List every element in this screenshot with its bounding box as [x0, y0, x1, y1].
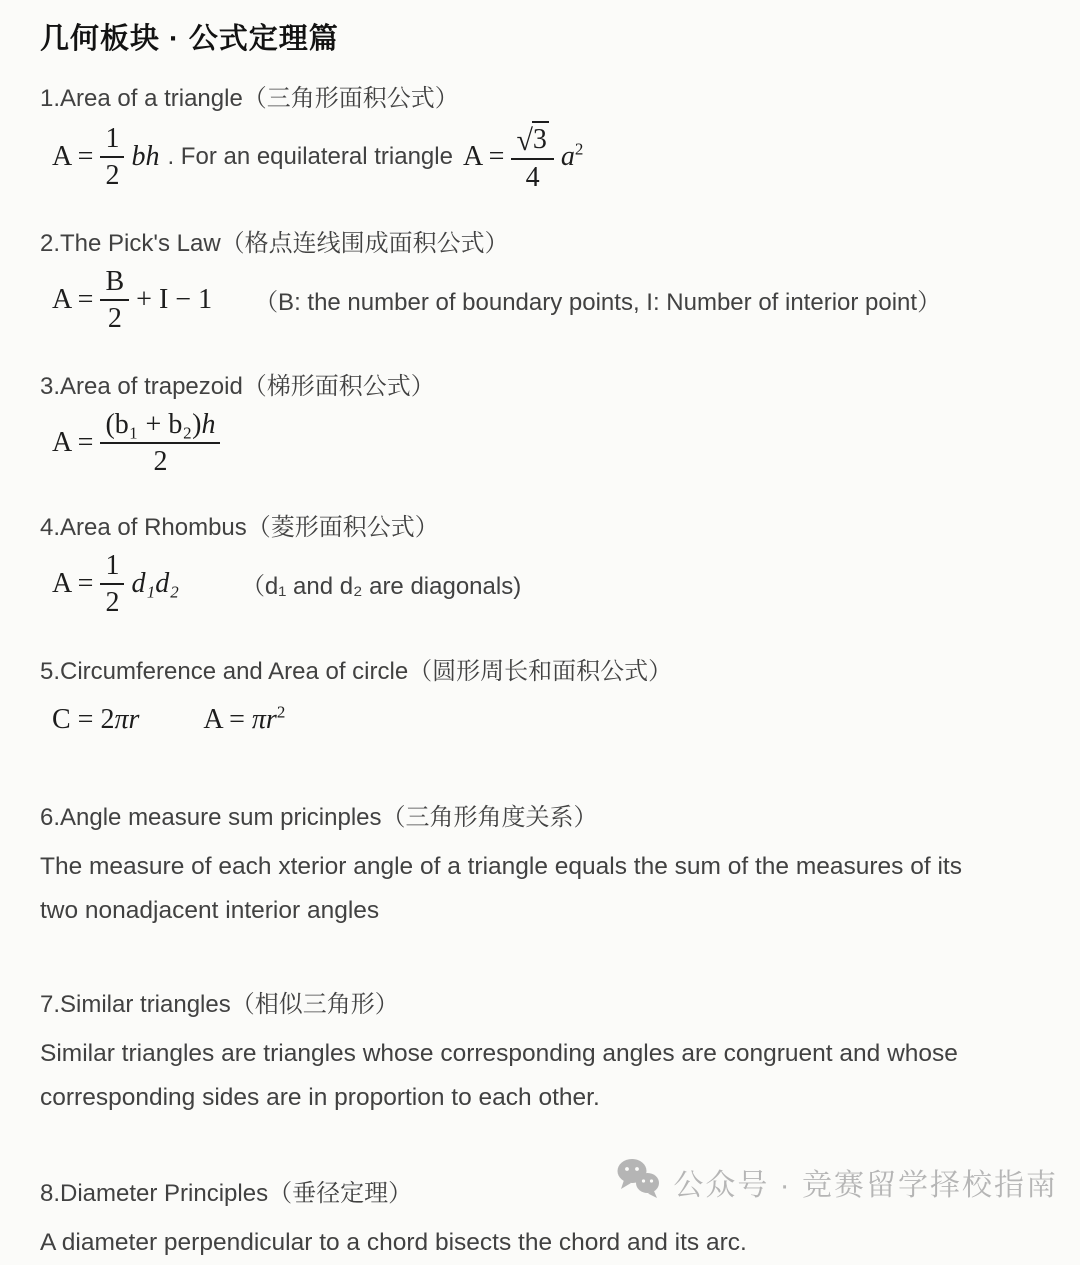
math-exponent: 2	[574, 139, 584, 159]
math-lhs: A =	[52, 140, 94, 172]
math-variable: a	[560, 140, 575, 172]
section-trapezoid-area	[40, 371, 1040, 478]
section-heading: 7.Similar triangles（相似三角形）	[40, 990, 399, 1018]
section-circle	[40, 656, 1040, 745]
fraction-denominator: 2	[105, 587, 120, 619]
fraction-numerator	[511, 120, 553, 160]
section-heading: 6.Angle measure sum pricinples（三角形角度关系）	[40, 803, 598, 831]
section-body-text: A diameter perpendicular to a chord bisects the chord and its arc.	[40, 1229, 747, 1257]
radical-sign: √	[516, 124, 533, 158]
math-variable: πr	[114, 703, 140, 735]
section-rhombus-area	[40, 512, 1040, 619]
math-lhs: A =	[462, 140, 505, 172]
fraction	[100, 408, 220, 478]
math-lhs: A =	[52, 426, 94, 458]
fraction-numerator: 1	[100, 122, 124, 158]
section-heading: 8.Diameter Principles（垂径定理）	[40, 1180, 413, 1208]
circumference-formula	[52, 704, 139, 736]
math-lhs: A =	[52, 283, 94, 315]
fraction-numerator: 1	[100, 549, 124, 585]
formula-rhombus-area	[52, 549, 1040, 619]
formula-note: （B: the number of boundary points, I: Number of interior point）	[254, 289, 942, 317]
formula-picks-law	[52, 265, 1040, 335]
fraction-numerator: B	[100, 265, 129, 301]
fraction-numerator	[100, 408, 220, 444]
fraction-denominator: 2	[153, 446, 168, 478]
section-heading: 1.Area of a triangle（三角形面积公式）	[40, 85, 459, 112]
section-angle-measure	[40, 802, 1040, 933]
fraction	[100, 549, 124, 619]
formula-trapezoid-area	[52, 408, 1040, 478]
section-picks-law	[40, 228, 1040, 335]
math-lhs: A =	[52, 567, 94, 599]
math-variable: d₁d₂	[131, 567, 179, 599]
math-variable: πr	[251, 703, 277, 735]
fraction	[511, 120, 553, 194]
fraction-denominator: 2	[105, 160, 120, 192]
fraction	[100, 122, 124, 192]
formula-circle	[52, 694, 1040, 746]
math-lhs: C = 2	[52, 703, 115, 735]
formula-connecting-text: . For an equilateral triangle	[167, 142, 453, 170]
section-heading: 2.The Pick's Law（格点连线围成面积公式）	[40, 229, 509, 257]
section-heading: 3.Area of trapezoid（梯形面积公式）	[40, 372, 435, 400]
section-triangle-area	[40, 83, 1040, 194]
section-body-text: The measure of each xterior angle of a triangle equals the sum of the measures of its two nonadjacent interior angles	[40, 852, 962, 924]
numerator-terms: (b₁ + b₂)	[105, 408, 202, 440]
formula-triangle-area	[52, 120, 1040, 194]
formula-note: （d₁ and d₂ are diagonals)	[240, 573, 522, 601]
math-variable-with-exponent	[561, 141, 584, 173]
watermark-footer	[615, 1158, 1058, 1206]
math-lhs: A =	[203, 703, 252, 735]
fraction-denominator: 4	[525, 162, 540, 194]
section-heading: 4.Area of Rhombus（菱形面积公式）	[40, 513, 439, 541]
fraction	[100, 265, 129, 335]
fraction-denominator: 2	[107, 303, 122, 335]
math-variable: h	[201, 408, 216, 440]
math-variable: bh	[131, 140, 160, 172]
math-tail: + I − 1	[136, 283, 213, 315]
math-exponent: 2	[276, 702, 286, 722]
page-title: 几何板块 · 公式定理篇	[40, 23, 339, 55]
area-formula	[203, 704, 285, 736]
section-heading: 5.Circumference and Area of circle（圆形周长和面积公式）	[40, 658, 673, 686]
radicand: 3	[532, 121, 549, 156]
wechat-icon	[615, 1158, 661, 1206]
section-body-text: Similar triangles are triangles whose corresponding angles are congruent and whose corresponding sides are in proportion to each other.	[40, 1040, 958, 1112]
section-similar-triangles	[40, 989, 1040, 1120]
watermark-text: 公众号 · 竞赛留学择校指南	[673, 1169, 1058, 1202]
